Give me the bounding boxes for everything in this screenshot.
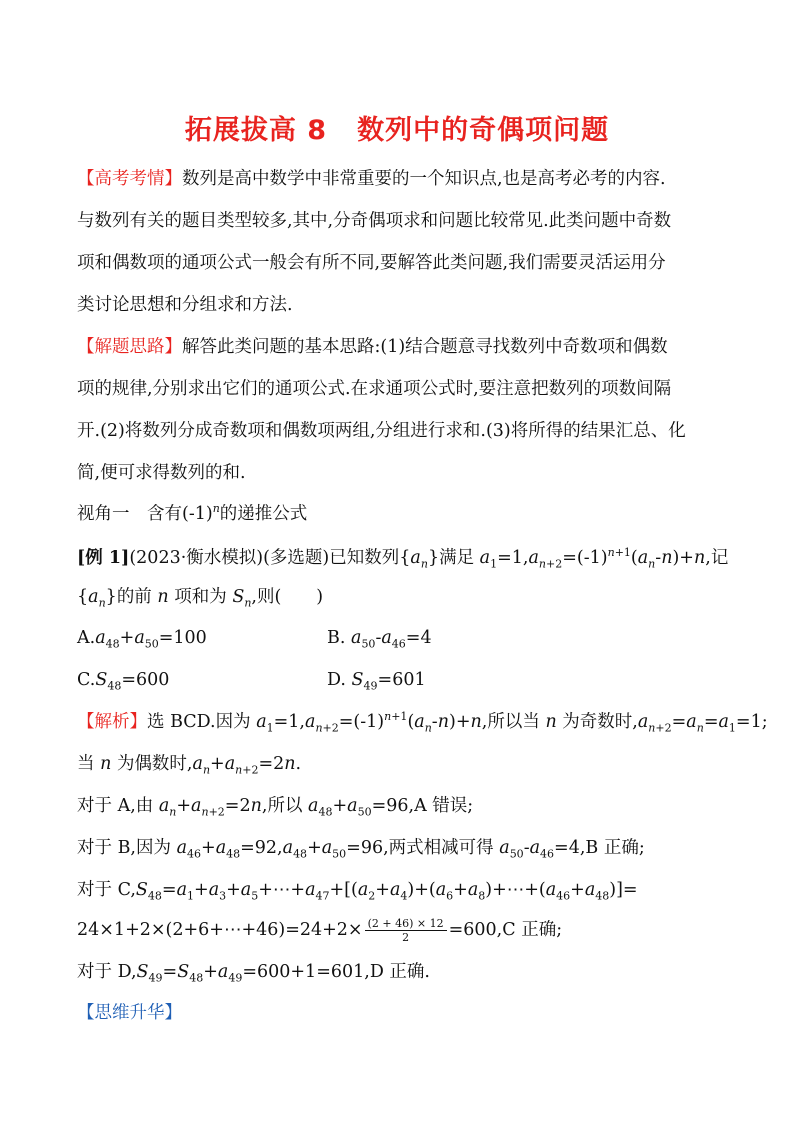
options-row-1 xyxy=(77,626,723,650)
intro-line-2: 与数列有关的题目类型较多,其中,分奇偶项求和问题比较常见.此类问题中奇数 xyxy=(77,211,672,231)
intro-text-1: 数列是高中数学中非常重要的一个知识点,也是高考必考的内容. xyxy=(182,169,666,189)
approach-text-1: 解答此类问题的基本思路:(1)结合题意寻找数列中奇数项和偶数 xyxy=(182,337,668,357)
intro-line-4: 类讨论思想和分组求和方法. xyxy=(77,295,293,315)
title-left: 拓展拔高 8 xyxy=(184,115,328,146)
option-d[interactable]: D. $S_{49}=601$ xyxy=(327,670,426,693)
fraction: $\frac{(2 + 46) \times 12}{2}$ xyxy=(365,917,447,944)
option-c[interactable]: $C.S_{48}=600$ xyxy=(77,670,170,693)
option-a[interactable]: $A.a_{48}+a_{50}=100$ xyxy=(77,628,207,651)
intro-line-3: 项和偶数项的通项公式一般会有所不同,要解答此类问题,我们需要灵活运用分 xyxy=(77,253,666,273)
solution-line-d: 对于 $D,S_{49}=S_{48}+a_{49}=600+1=601,D$ 正确. xyxy=(77,962,430,985)
intro-tag: 【高考考情】 xyxy=(77,169,182,189)
sublimation-tag: 【思维升华】 xyxy=(77,1003,182,1023)
section-heading: 视角一 含有$(-1)^n$的递推公式 xyxy=(77,502,308,524)
title-right: 数列中的奇偶项问题 xyxy=(357,115,610,146)
solution-line-2: 当 n 为偶数时$,a_n+a_{n+2}=2n$. xyxy=(77,754,302,777)
approach-line-2: 项的规律,分别求出它们的通项公式.在求通项公式时,要注意把数列的项数间隔 xyxy=(77,379,672,399)
solution-line-c1: 对于 $C,S_{48}=a_1+a_3+a_5+\cdots+a_{47}+[(a_2+a_4)+(a_6+a_8)+\cdots+(a_{46}+a_{48})]=$ xyxy=(77,880,638,903)
solution-tag: 【解析】 xyxy=(77,712,147,732)
solution-line-a: 对于 A,由 $a_n+a_{n+2}=2n$,所以 $a_{48}+a_{50}=96,A$ 错误; xyxy=(77,796,474,819)
approach-line-1 xyxy=(77,335,723,359)
example-line-1: [例 1](2023·衡水模拟)(多选题)已知数列$\{a_n\}$满足 $a_1=1,a_{n+2}=(-1)^{n+1}(a_n-n)+n$,记 xyxy=(77,546,729,571)
example-line-2: $\{a_n\}$的前 n 项和为 $S_n$,则( ) xyxy=(77,587,324,610)
intro-line-1 xyxy=(77,167,723,191)
approach-tag: 【解题思路】 xyxy=(77,337,182,357)
solution-line-c2: 24×1+2×(2+6+⋯+46)=24+2× $\frac{(2 + 46) \times 12}{2}$ =600,C 正确; xyxy=(77,917,563,944)
option-b[interactable]: B. $a_{50}-a_{46}=4$ xyxy=(327,628,432,651)
page-title xyxy=(0,108,794,147)
approach-line-4: 简,便可求得数列的和. xyxy=(77,463,246,483)
example-tag: [例 1] xyxy=(77,548,130,568)
options-row-2 xyxy=(77,668,723,692)
solution-line-b: 对于 B,因为 $a_{46}+a_{48}=92,a_{48}+a_{50}=96$,两式相减可得 $a_{50}-a_{46}=4,B$ 正确; xyxy=(77,838,645,861)
solution-line-1: 【解析】选 BCD.因为 $a_1=1,a_{n+2}=(-1)^{n+1}(a_n-n)+n$,所以当 n 为奇数时$,a_{n+2}=a_n=a_1=1$; xyxy=(77,710,768,735)
approach-line-3: 开.(2)将数列分成奇数项和偶数项两组,分组进行求和.(3)将所得的结果汇总、化 xyxy=(77,421,686,441)
sublimation-line xyxy=(77,1001,723,1025)
